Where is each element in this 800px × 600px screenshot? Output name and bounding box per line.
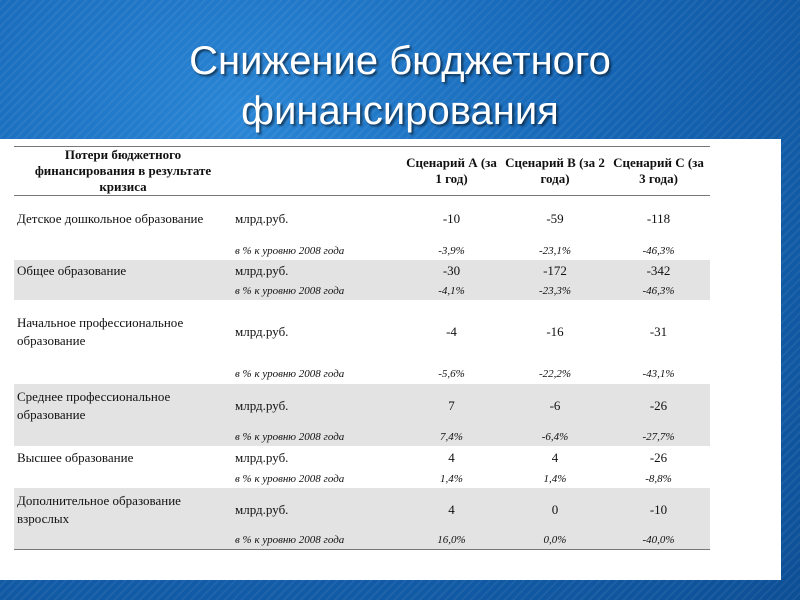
cell-scenario-c: -342: [607, 260, 710, 282]
header-scenario-b: Сценарий В (за 2 года): [503, 147, 607, 196]
row-unit-pct: в % к уровню 2008 года: [232, 532, 400, 550]
cell-pct-c: -46,3%: [607, 282, 710, 300]
cell-scenario-b: 4: [551, 449, 559, 465]
cell-pct-b: -23,3%: [503, 282, 607, 300]
row-unit: млрд.руб.: [232, 384, 400, 428]
table-panel: [0, 139, 781, 580]
cell-pct-a: -4,1%: [400, 282, 503, 300]
table-row-pct: [14, 428, 710, 446]
cell-scenario-b: 0: [503, 488, 607, 532]
cell-pct-b: -22,2%: [538, 367, 572, 380]
table-header-row: [14, 147, 710, 196]
cell-scenario-b: -172: [503, 260, 607, 282]
cell-scenario-c: -10: [607, 488, 710, 532]
row-unit: млрд.руб.: [235, 210, 289, 226]
cell-scenario-a: -30: [400, 260, 503, 282]
cell-scenario-b: -6: [503, 384, 607, 428]
table-row-pct: [14, 364, 710, 384]
cell-pct-b: -6,4%: [503, 428, 607, 446]
row-category: Начальное профессиональное образование: [17, 314, 184, 348]
budget-loss-table: [14, 146, 710, 550]
table-row: [14, 384, 710, 428]
row-category: Дополнительное образование взрослых: [14, 488, 232, 532]
cell-scenario-c: -26: [607, 384, 710, 428]
row-unit-pct: в % к уровню 2008 года: [232, 428, 400, 446]
cell-scenario-a: -10: [442, 210, 461, 226]
table-row-pct: [14, 532, 710, 550]
cell-pct-a: 1,4%: [440, 472, 463, 485]
row-category: Среднее профессиональное образование: [14, 384, 232, 428]
row-unit: млрд.руб.: [232, 260, 400, 282]
row-unit-pct: в % к уровню 2008 года: [232, 282, 400, 300]
table-row: [14, 260, 710, 282]
table-row: [14, 446, 710, 470]
cell-scenario-c: -26: [649, 449, 668, 465]
slide-title-line-2: финансирования: [241, 89, 559, 133]
row-category: Высшее образование: [17, 449, 134, 465]
cell-scenario-c: -118: [646, 210, 671, 226]
row-unit: млрд.руб.: [235, 449, 289, 465]
header-scenario-c: Сценарий С (за 3 года): [607, 147, 710, 196]
cell-pct-c: -8,8%: [645, 472, 672, 485]
header-scenario-a: Сценарий А (за 1 год): [400, 147, 503, 196]
cell-scenario-b: -59: [546, 210, 564, 226]
cell-pct-a: -5,6%: [438, 367, 465, 380]
header-category: Потери бюджетного финансирования в результате кризиса: [14, 147, 232, 196]
table-row-pct: [14, 242, 710, 260]
cell-pct-a: -3,9%: [438, 244, 465, 257]
cell-pct-a: 16,0%: [400, 532, 503, 550]
table-row: [14, 196, 710, 242]
cell-scenario-a: 4: [448, 449, 455, 465]
cell-scenario-a: -4: [446, 323, 457, 339]
header-unit: [232, 147, 400, 196]
row-unit: млрд.руб.: [232, 488, 400, 532]
table-row: [14, 488, 710, 532]
cell-scenario-a: 7: [400, 384, 503, 428]
cell-scenario-b: -16: [546, 323, 564, 339]
cell-pct-c: -43,1%: [642, 367, 675, 380]
row-category: Детское дошкольное образование: [17, 210, 204, 226]
table-row: [14, 300, 710, 364]
table-row-pct: [14, 470, 710, 488]
cell-pct-b: -23,1%: [538, 244, 572, 257]
row-unit-pct: в % к уровню 2008 года: [235, 367, 345, 380]
row-unit-pct: в % к уровню 2008 года: [235, 244, 345, 257]
table-row-pct: [14, 282, 710, 300]
cell-scenario-c: -31: [649, 323, 668, 339]
cell-pct-c: -27,7%: [607, 428, 710, 446]
cell-pct-c: -40,0%: [607, 532, 710, 550]
row-category: Общее образование: [14, 260, 232, 282]
cell-scenario-a: 4: [400, 488, 503, 532]
row-unit: млрд.руб.: [235, 323, 289, 339]
slide-title-line-1: Снижение бюджетного: [189, 39, 611, 83]
slide-title: [0, 36, 800, 136]
cell-pct-a: 7,4%: [400, 428, 503, 446]
cell-pct-b: 1,4%: [543, 472, 567, 485]
row-unit-pct: в % к уровню 2008 года: [235, 472, 345, 485]
cell-pct-c: -46,3%: [642, 244, 675, 257]
cell-pct-b: 0,0%: [503, 532, 607, 550]
